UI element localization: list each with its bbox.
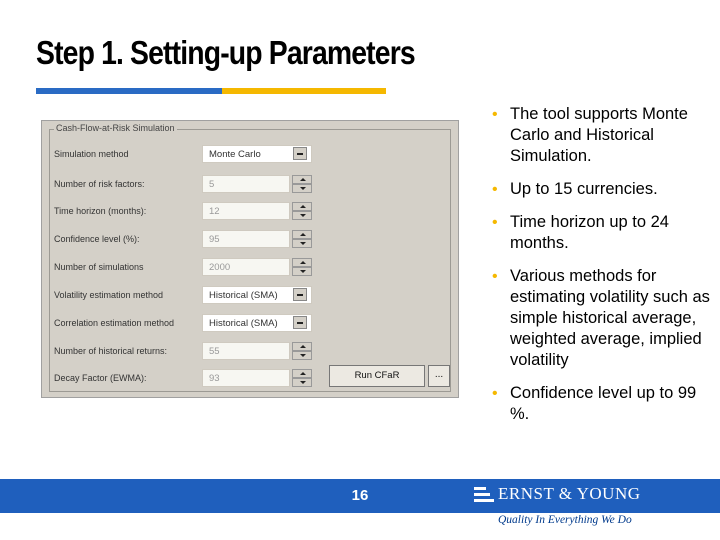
spin-up-icon[interactable]: [292, 342, 312, 351]
simulations-label: Number of simulations: [54, 262, 144, 272]
historical-returns-label: Number of historical returns:: [54, 346, 168, 356]
simulation-method-select[interactable]: Monte Carlo: [202, 145, 312, 163]
more-options-button[interactable]: ...: [428, 365, 450, 387]
simulation-method-dropdown-icon[interactable]: [293, 147, 307, 160]
spin-down-icon[interactable]: [292, 211, 312, 220]
bullet-icon: •: [492, 181, 498, 198]
volatility-method-row: [42, 286, 460, 306]
simulation-method-row: [42, 145, 460, 165]
spin-up-icon[interactable]: [292, 175, 312, 184]
spin-up-icon[interactable]: [292, 202, 312, 211]
decay-factor-label: Decay Factor (EWMA):: [54, 373, 147, 383]
time-horizon-input[interactable]: 12: [202, 202, 290, 220]
spin-up-icon[interactable]: [292, 369, 312, 378]
volatility-dropdown-icon[interactable]: [293, 288, 307, 301]
page-number: 16: [351, 487, 369, 504]
simulation-method-label: Simulation method: [54, 149, 129, 159]
time-horizon-row: [42, 202, 460, 222]
confidence-level-label: Confidence level (%):: [54, 234, 140, 244]
correlation-method-row: [42, 314, 460, 334]
bullet-icon: •: [492, 268, 498, 285]
bullet-text: Various methods for estimating volatility such as simple historical average, weighted average, implied volatility: [510, 267, 710, 369]
spin-up-icon[interactable]: [292, 258, 312, 267]
decay-factor-spinner[interactable]: [292, 369, 312, 387]
bullet-text: Confidence level up to 99 %.: [510, 384, 697, 423]
bullet-item: [492, 104, 714, 167]
spin-up-icon[interactable]: [292, 230, 312, 239]
run-cfar-button[interactable]: Run CFaR: [329, 365, 425, 387]
spin-down-icon[interactable]: [292, 239, 312, 248]
risk-factors-label: Number of risk factors:: [54, 179, 145, 189]
simulations-input[interactable]: 2000: [202, 258, 290, 276]
title-underline-yellow: [222, 88, 386, 94]
spin-down-icon[interactable]: [292, 267, 312, 276]
time-horizon-label: Time horizon (months):: [54, 206, 147, 216]
confidence-level-spinner[interactable]: [292, 230, 312, 248]
bullet-item: [492, 212, 714, 254]
spin-down-icon[interactable]: [292, 378, 312, 387]
volatility-method-label: Volatility estimation method: [54, 290, 164, 300]
risk-factors-input[interactable]: 5: [202, 175, 290, 193]
spin-down-icon[interactable]: [292, 351, 312, 360]
historical-returns-row: [42, 342, 460, 362]
bullet-icon: •: [492, 385, 498, 402]
correlation-dropdown-icon[interactable]: [293, 316, 307, 329]
bullet-text: Up to 15 currencies.: [510, 180, 658, 198]
logo-mark-icon: [474, 484, 496, 506]
bullet-text: Time horizon up to 24 months.: [510, 213, 669, 252]
decay-factor-input[interactable]: 93: [202, 369, 290, 387]
risk-factors-spinner[interactable]: [292, 175, 312, 193]
simulations-row: [42, 258, 460, 278]
bullet-item: [492, 266, 714, 371]
volatility-method-select[interactable]: Historical (SMA): [202, 286, 312, 304]
risk-factors-row: [42, 175, 460, 195]
time-horizon-spinner[interactable]: [292, 202, 312, 220]
confidence-level-row: [42, 230, 460, 250]
dialog-caption: Cash-Flow-at-Risk Simulation: [56, 123, 175, 133]
bullet-icon: •: [492, 106, 498, 123]
company-tagline: Quality In Everything We Do: [498, 514, 632, 526]
parameters-dialog: [41, 120, 459, 398]
simulations-spinner[interactable]: [292, 258, 312, 276]
slide-title: Step 1. Setting-up Parameters: [36, 34, 415, 71]
historical-returns-spinner[interactable]: [292, 342, 312, 360]
feature-bullet-list: [492, 104, 714, 425]
historical-returns-input[interactable]: 55: [202, 342, 290, 360]
title-underline-blue: [36, 88, 222, 94]
correlation-method-label: Correlation estimation method: [54, 318, 175, 328]
correlation-method-select[interactable]: Historical (SMA): [202, 314, 312, 332]
bullet-item: [492, 383, 714, 425]
bullet-item: [492, 179, 714, 200]
spin-down-icon[interactable]: [292, 184, 312, 193]
bullet-text: The tool supports Monte Carlo and Historical Simulation.: [510, 105, 688, 165]
confidence-level-input[interactable]: 95: [202, 230, 290, 248]
bullet-icon: •: [492, 214, 498, 231]
logo-text: ERNST & YOUNG: [498, 484, 641, 503]
